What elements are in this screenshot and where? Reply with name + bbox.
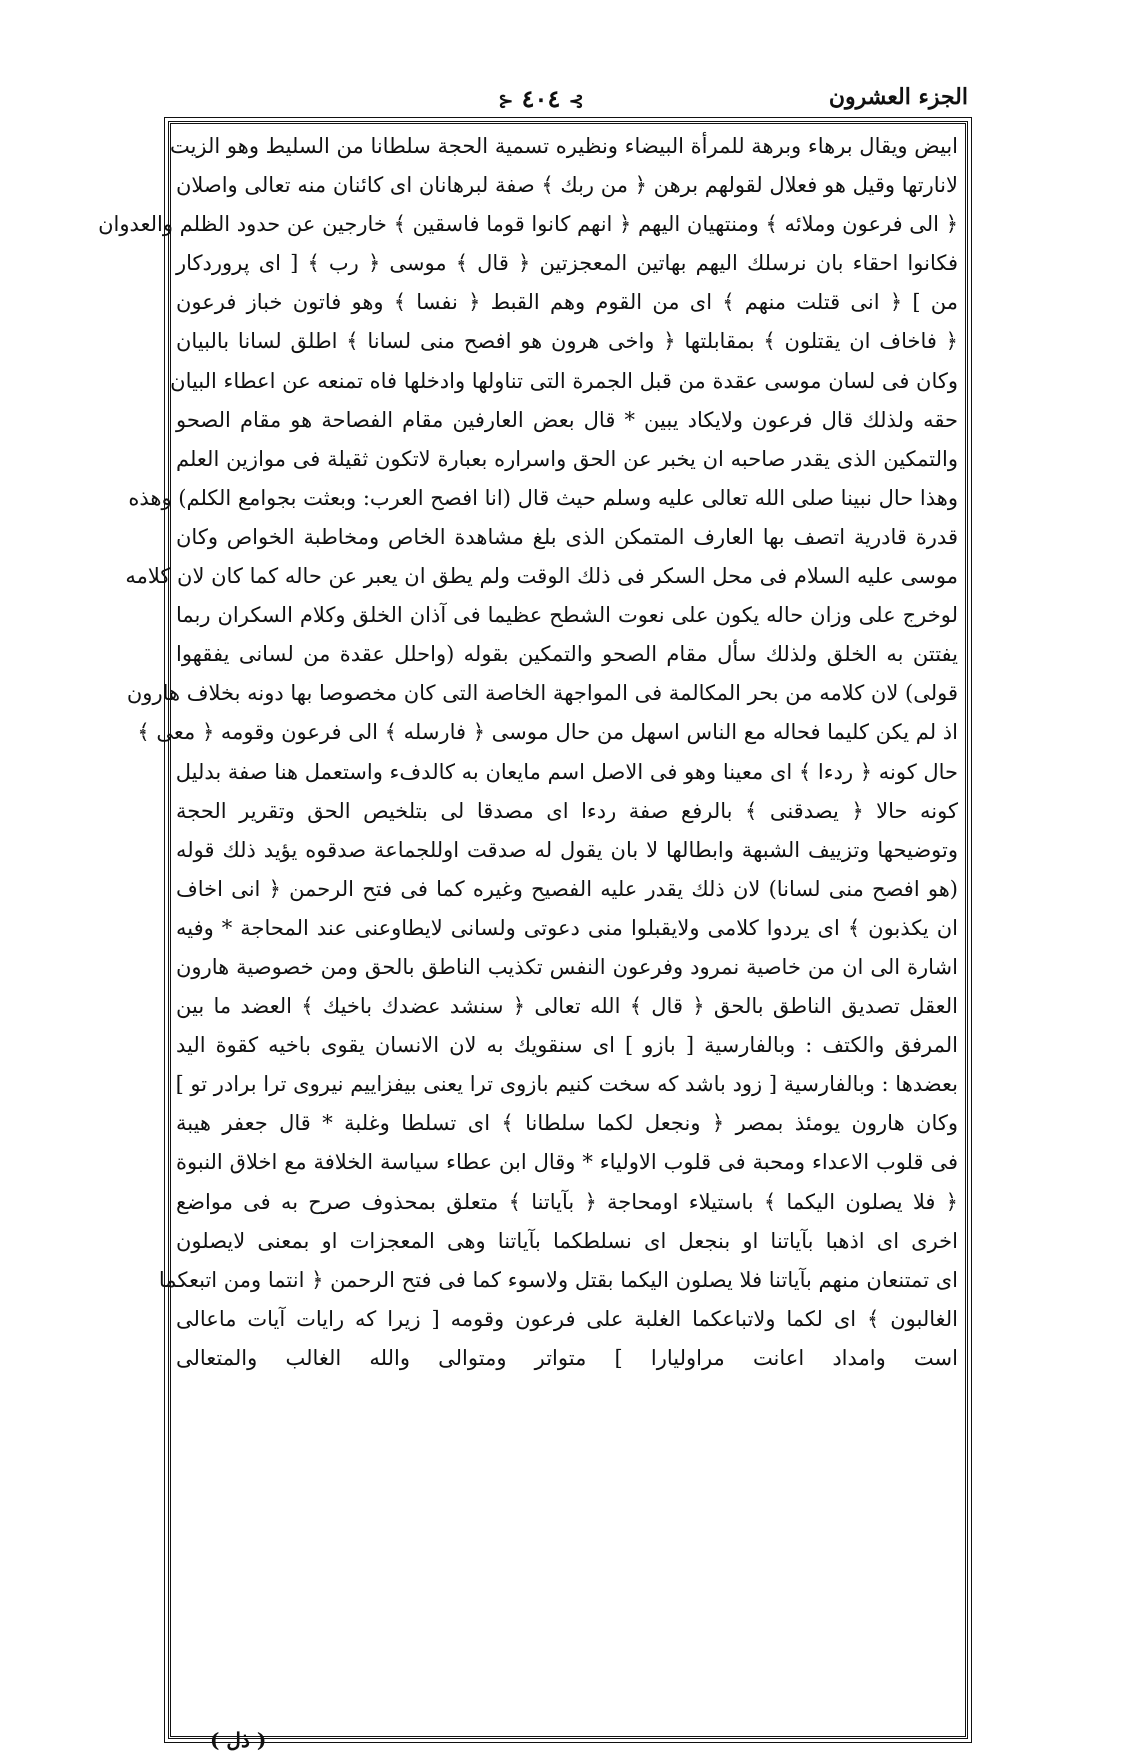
- text-line: ﴿ فلا يصلون اليكما ﴾ باستيلاء اومحاجة ﴿ بآياتنا ﴾ متعلق بمحذوف صرح به فى مواضع: [176, 1189, 958, 1214]
- text-line: لوخرج على وزان حاله يكون على نعوت الشطح عظيما فى آذان الخلق وكلام السكران ربما: [176, 603, 958, 628]
- text-line: لانارتها وقيل هو فعلال لقولهم برهن ﴿ من ربك ﴾ صفة لبرهانان اى كائنان منه تعالى واصلان: [175, 173, 958, 198]
- ornament-right-icon: ⊰: [568, 91, 584, 112]
- signature-mark: ( ذل ): [210, 1728, 267, 1752]
- text-line: يفتتن به الخلق ولذلك سأل مقام الصحو والتمكين بقوله (واحلل عقدة من لسانى يفقهوا: [176, 642, 958, 667]
- text-line: موسى عليه السلام فى محل السكر فى ذلك الوقت ولم يطق ان يعبر عن حاله كما كان لان كلامه: [125, 564, 958, 589]
- text-line: قدرة قادرية اتصف بها العارف المتمكن الذى بلغ مشاهدة الخاص ومخاطبة الخواص وكان: [176, 524, 958, 549]
- text-line: والتمكين الذى يقدر صاحبه ان يخبر عن الحق واسراره بعبارة لاتكون ثقيلة فى موازين العلم: [176, 446, 958, 471]
- text-line: فى قلوب الاعداء ومحبة فى قلوب الاولياء * وقال ابن عطاء سياسة الخلافة مع اخلاق النبوة: [176, 1150, 958, 1175]
- text-line: است وامداد اعانت مراوليارا ] متواتر ومتوالى والله الغالب والمتعالى: [176, 1345, 958, 1370]
- text-line: الغالبون ﴾ اى لكما ولاتباعكما الغلبة على فرعون وقومه [ زيرا كه رايات آيات ماعالى: [176, 1306, 958, 1331]
- text-line: حال كونه ﴿ ردءا ﴾ اى معينا وهو فى الاصل اسم مايعان به كالدفء واستعمل هنا صفة بدليل: [175, 759, 958, 784]
- part-title: الجزء العشرون: [828, 84, 968, 110]
- text-line: قولى) لان كلامه من بحر المكالمة فى المواجهة الخاصة التى كان مخصوصا بها دونه بخلاف هارون: [126, 681, 958, 706]
- text-line: وتوضيحها وتزييف الشبهة وابطالها لا بان يقول له صدقت اوللجماعة صدقوه يؤيد ذلك قوله: [176, 837, 958, 862]
- text-line: بعضدها : وبالفارسية [ زود باشد كه سخت كنيم بازوى ترا يعنى بيفزاييم نيروى ترا برادر تو ]: [175, 1072, 958, 1097]
- page-number-group: [486, 84, 596, 113]
- text-line: العقل تصديق الناطق بالحق ﴿ قال ﴾ الله تعالى ﴿ سنشد عضدك باخيك ﴾ العضد ما بين: [176, 994, 958, 1019]
- text-line: اذ لم يكن كليما فحاله مع الناس اسهل من حال موسى ﴿ فارسله ﴾ الى فرعون وقومه ﴿ معى ﴾: [137, 720, 958, 745]
- ornament-left-icon: ⊱: [498, 91, 514, 112]
- text-line: المرفق والكتف : وبالفارسية [ بازو ] اى سنقويك به لان الانسان يقوى باخيه كقوة اليد: [176, 1033, 958, 1058]
- text-line: اخرى اى اذهبا بآياتنا او بنجعل اى نسلطكما بآياتنا وهى المعجزات او بمعنى لايصلون: [176, 1228, 958, 1253]
- text-line: وكان هارون يومئذ بمصر ﴿ ونجعل لكما سلطانا ﴾ اى تسلطا وغلبة * قال جعفر هيبة: [176, 1111, 958, 1136]
- text-line: ابيض ويقال برهاء وبرهة للمرأة البيضاء ونظيره تسمية الحجة سلطانا من السليط وهو الزيت: [169, 134, 958, 158]
- text-line: من ] ﴿ انى قتلت منهم ﴾ اى من القوم وهم القبط ﴿ نفسا ﴾ وهو فاتون خباز فرعون: [176, 290, 958, 315]
- text-line: كونه حالا ﴿ يصدقنى ﴾ بالرفع صفة ردءا اى مصدقا لى بتلخيص الحق وتقرير الحجة: [176, 798, 958, 823]
- text-line: وكان فى لسان موسى عقدة من قبل الجمرة التى تناولها وادخلها فاه تمنعه عن اعطاء البيان: [170, 368, 958, 393]
- body-text: [98, 127, 958, 1737]
- text-line: ﴿ فاخاف ان يقتلون ﴾ بمقابلتها ﴿ واخى هرون هو افصح منى لسانا ﴾ اطلق لسانا بالبيان: [176, 329, 958, 354]
- text-line: فكانوا احقاء بان نرسلك اليهم بهاتين المعجزتين ﴿ قال ﴾ موسى ﴿ رب ﴾ [ اى پروردكار: [176, 251, 958, 276]
- text-line: اى تمتنعان منهم بآياتنا فلا يصلون اليكما بقتل ولاسوء كما فى فتح الرحمن ﴿ انتما ومن اتبعكما: [158, 1267, 958, 1292]
- text-line: ﴿ الى فرعون وملائه ﴾ ومنتهيان اليهم ﴿ انهم كانوا قوما فاسقين ﴾ خارجين عن حدود الظلم والعدوان: [98, 212, 958, 237]
- text-line: حقه ولذلك قال فرعون ولايكاد يبين * قال بعض العارفين مقام الفصاحة هو مقام الصحو: [176, 407, 958, 432]
- text-line: ان يكذبون ﴾ اى يردوا كلامى ولايقبلوا منى دعوتى ولسانى لايطاوعنى عند المحاجة * وفيه: [176, 915, 958, 940]
- page-header: [166, 84, 968, 124]
- text-line: (هو افصح منى لسانا) لان ذلك يقدر عليه الفصيح وغيره كما فى فتح الرحمن ﴿ انى اخاف: [176, 876, 958, 901]
- page-number: ٤٠٤: [521, 84, 561, 113]
- text-line: وهذا حال نبينا صلى الله تعالى عليه وسلم حيث قال (انا افصح العرب: وبعثت بجوامع الكلم) وهذه: [128, 485, 958, 510]
- text-line: اشارة الى ان من خاصية نمرود وفرعون النفس تكذيب الناطق بالحق ومن خصوصية هارون: [176, 954, 958, 979]
